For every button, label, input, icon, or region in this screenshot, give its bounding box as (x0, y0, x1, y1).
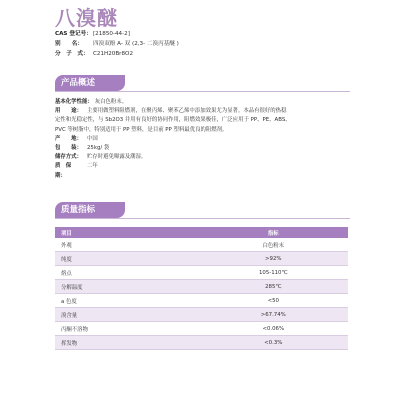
overview-value: 二年 (87, 163, 98, 170)
overview-divider (55, 91, 350, 92)
spec-header-item: 项目 (55, 227, 199, 238)
page-title: 八溴醚 (55, 6, 118, 30)
overview-row (55, 153, 355, 162)
overview-key: 用 途： (55, 108, 82, 115)
table-row (55, 294, 348, 308)
spec-item: 熔点 (55, 266, 199, 280)
spec-item: 挥发物 (55, 336, 199, 350)
spec-value: >67.74% (199, 308, 348, 322)
specs-heading: 质量指标 (55, 202, 125, 218)
info-value: 四溴双酚 A- 双 (2,3- 二溴丙基醚 ) (93, 41, 179, 47)
spec-item: 溴含量 (55, 308, 199, 322)
overview-value: 中国 (87, 135, 98, 142)
overview-key: 产 地： (55, 135, 82, 142)
overview-value: 灰白色粉末。 (94, 99, 128, 105)
spec-value: 285℃ (199, 280, 348, 294)
overview-value: 贮存时避免曝露及潮湿。 (87, 154, 147, 161)
spec-item: 纯度 (55, 252, 199, 266)
spec-item: a 色度 (55, 294, 199, 308)
overview-continuation: PVC 等树脂中，特别适用于 PP 塑料，是目前 PP 塑料最优良的阻燃剂。 (55, 126, 228, 133)
spec-item: 丙酮不溶物 (55, 322, 199, 336)
table-row (55, 322, 348, 336)
overview-heading: 产品概述 (55, 75, 125, 91)
info-value: C21H20Br8O2 (93, 51, 134, 57)
spec-value: >92% (199, 252, 348, 266)
spec-value: 白色粉末 (199, 238, 348, 252)
overview-key: 储存方式： (55, 154, 82, 161)
overview-continuation: 定性和光稳定性，与 Sb2O3 并用有良好的协同作用，阻燃效果极佳，广泛应用于 PP、PE、ABS、 (55, 117, 291, 124)
overview-row (55, 162, 355, 180)
table-row (55, 280, 348, 294)
spec-header-row (55, 227, 348, 238)
overview-key: 包 装： (55, 145, 82, 152)
spec-item: 分解温度 (55, 280, 199, 294)
overview-row (55, 107, 355, 116)
table-row (55, 252, 348, 266)
overview-row (55, 135, 355, 144)
spec-table (55, 227, 348, 350)
table-row (55, 238, 348, 252)
spec-item: 外观 (55, 238, 199, 252)
table-row (55, 336, 348, 350)
spec-header-value: 指标 (199, 227, 348, 238)
specs-divider (55, 218, 350, 219)
info-row-formula (55, 49, 179, 59)
overview-value: 25kg/ 袋 (87, 145, 110, 152)
info-row-cas (55, 29, 179, 39)
spec-value: <0.3% (199, 336, 348, 350)
overview-body (55, 98, 355, 181)
overview-row (55, 98, 355, 107)
info-key: 别 名： (55, 41, 83, 47)
info-value: [21850-44-2] (93, 31, 130, 37)
overview-row (55, 144, 355, 153)
spec-value: <0.06% (199, 322, 348, 336)
overview-value: 主要用做塑料阻燃剂，在聚丙烯、聚苯乙烯中添加效果尤为显著。本品有很好的热稳 (87, 108, 287, 115)
table-row (55, 308, 348, 322)
overview-key: 基本化学性能： (55, 99, 93, 105)
info-row-alias (55, 39, 179, 49)
info-key: CAS 登记号： (55, 31, 92, 37)
basic-info (55, 29, 179, 59)
spec-value: <50 (199, 294, 348, 308)
table-row (55, 266, 348, 280)
info-key: 分 子 式： (55, 51, 89, 57)
overview-key: 质 保 期： (55, 163, 77, 179)
spec-value: 105-110℃ (199, 266, 348, 280)
